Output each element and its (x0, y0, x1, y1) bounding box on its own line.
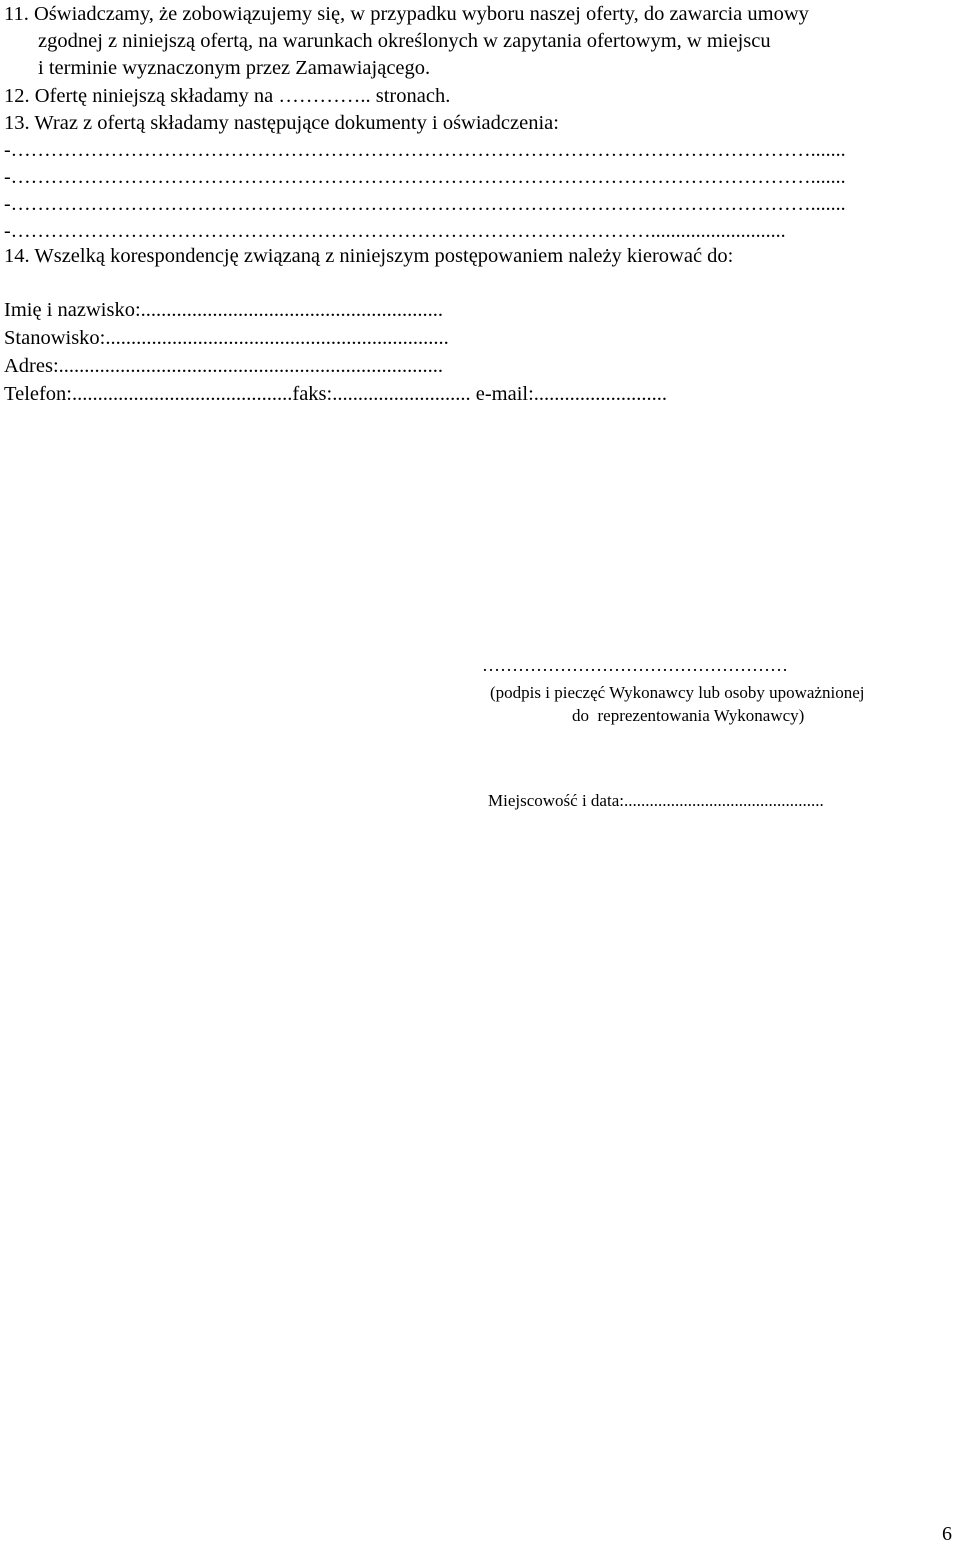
signature-dots: …………………………………………… (482, 655, 788, 675)
item-14-correspondence: 14. Wszelką korespondencję związaną z niniejszym postępowaniem należy kierować do: (4, 245, 734, 267)
page-number: 6 (942, 1523, 952, 1545)
item-12-pages: 12. Ofertę niniejszą składamy na ………….. stronach. (4, 85, 451, 107)
item-11-line-3: i terminie wyznaczonym przez Zamawiającego. (38, 57, 431, 79)
contact-name-field: Imię i nazwisko:........................................................... (4, 299, 444, 321)
contact-address-field: Adres:........................................................................... (4, 355, 444, 377)
item-11-line-1: 11. Oświadczamy, że zobowiązujemy się, w przypadku wyboru naszej oferty, do zawarcia umowy (4, 3, 809, 25)
item-13-documents-heading: 13. Wraz z ofertą składamy następujące dokumenty i oświadczenia: (4, 112, 559, 134)
document-entry-1: -…………………………………………………………………………………………………………....... (4, 139, 851, 161)
document-entry-4: -……………………………………………………………………………………........................... (4, 220, 791, 242)
place-and-date-field: Miejscowość i data:............................................... (488, 791, 824, 810)
contact-position-field: Stanowisko:................................................................... (4, 327, 449, 349)
item-11-line-2: zgodnej z niniejszą ofertą, na warunkach określonych w zapytania ofertowym, w miejscu (38, 30, 771, 52)
contact-phone-fax-email-field: Telefon:...........................................faks:........................... e-mail:.......................... (4, 383, 668, 405)
document-entry-2: -…………………………………………………………………………………………………………....... (4, 166, 851, 188)
signature-caption-line-2: do reprezentowania Wykonawcy) (572, 706, 805, 725)
signature-caption-line-1: (podpis i pieczęć Wykonawcy lub osoby upoważnionej (490, 683, 865, 702)
document-entry-3: -…………………………………………………………………………………………………………....... (4, 193, 851, 215)
